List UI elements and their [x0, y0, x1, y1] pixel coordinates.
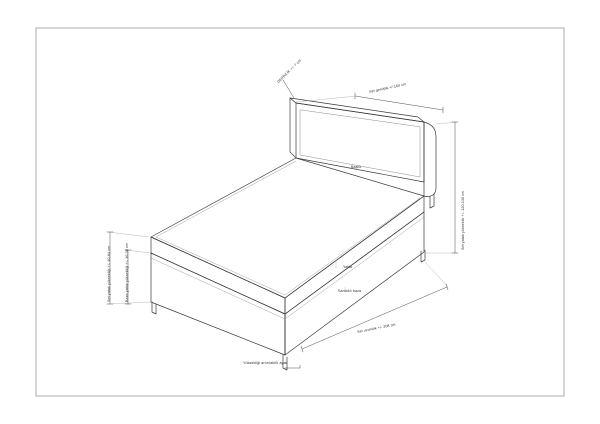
label-bed-width: Set genişlik +/-160 cm [368, 82, 407, 94]
label-bed-length: Set uzunluk +/- 208 cm [356, 322, 396, 334]
label-base-part: Sandıklı baza [338, 289, 362, 293]
label-adjustable-foot: Yüksekliği artırılabilir ayak [243, 361, 288, 365]
label-mattress-part: Yatak [343, 265, 353, 269]
label-headboard-part: Başlık [351, 165, 362, 169]
label-base-height: Baza yatak yüksekliği +/- 30-38 cm [125, 242, 129, 302]
label-headboard-height: Set yatak yükseklik +/- 120-130 cm [461, 190, 465, 250]
label-headboard-thickness: DERİNLİK +/- 7 cm [276, 58, 303, 85]
drawing-frame [36, 28, 564, 396]
label-mattress-height: Set yatak yüksekliği +/- 40-64 cm [107, 245, 111, 302]
